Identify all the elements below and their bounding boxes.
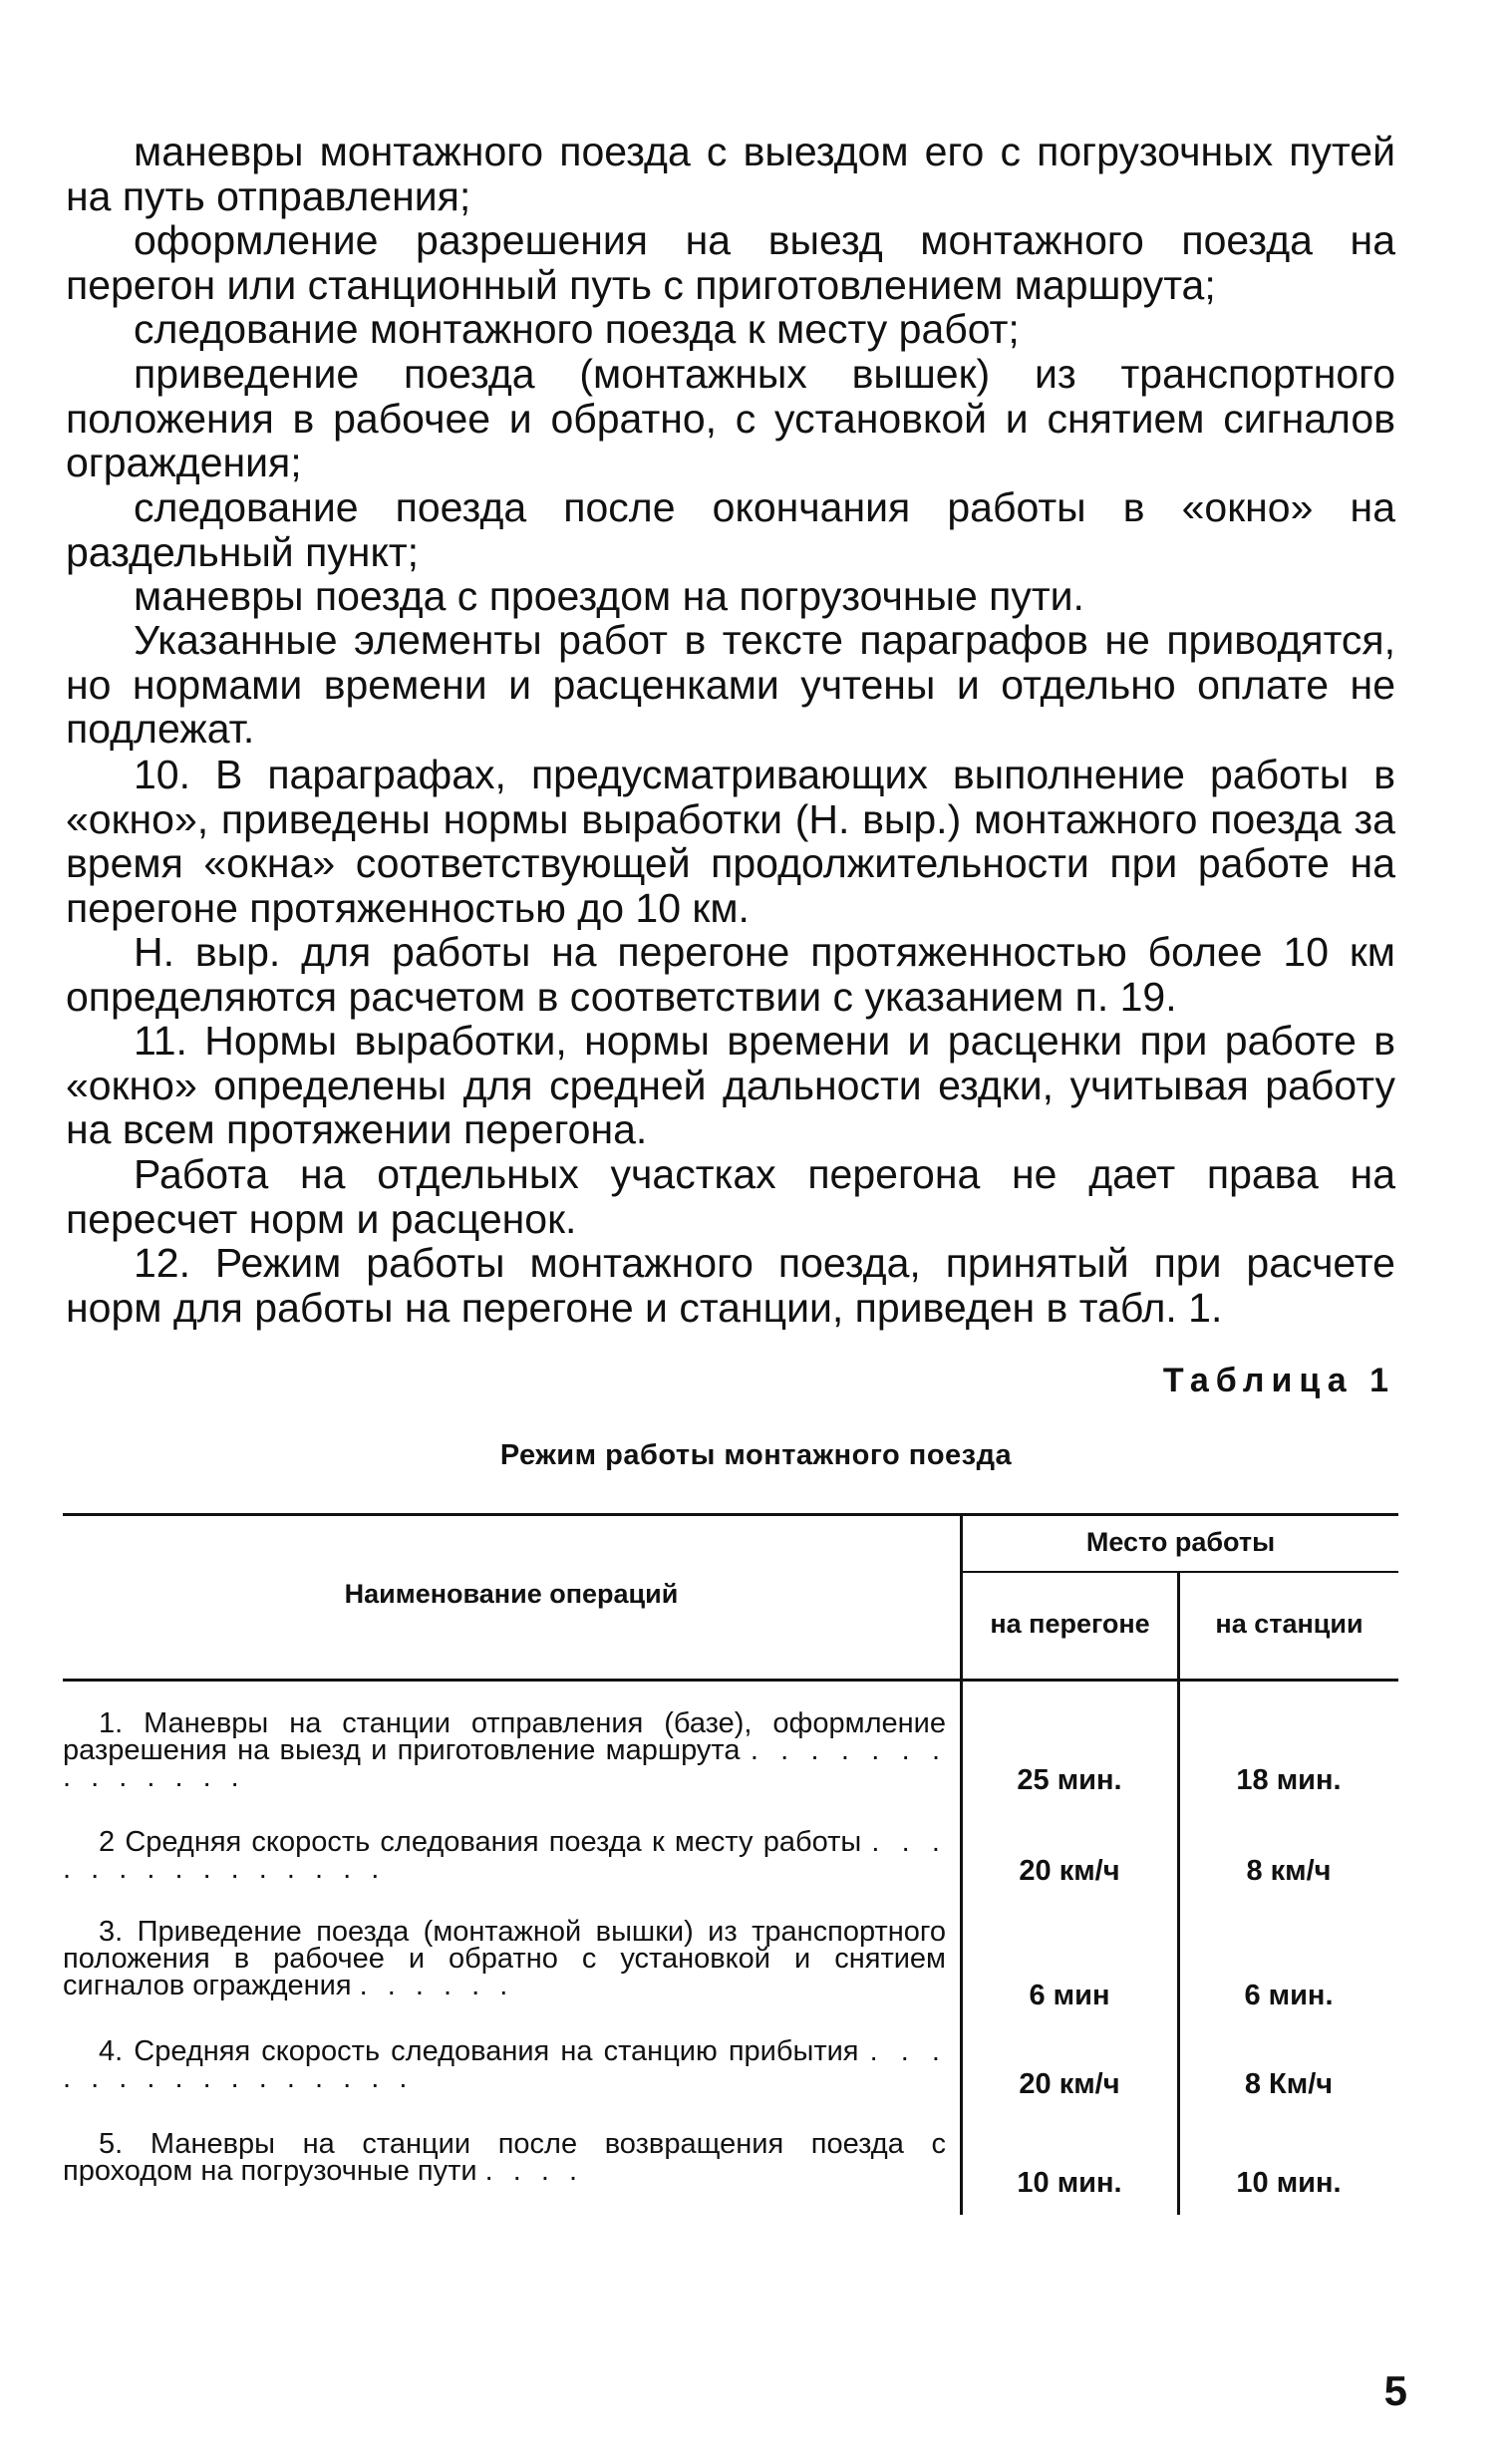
column-divider — [1177, 1571, 1180, 2215]
table-label: Таблица 1 — [1162, 1362, 1395, 1399]
page-number: 5 — [1383, 2367, 1407, 2414]
station-value: 8 Км/ч — [1244, 2068, 1334, 2100]
peregon-value: 20 км/ч — [1019, 1855, 1120, 1887]
station-value: 10 мин. — [1236, 2167, 1342, 2199]
peregon-value: 10 мин. — [1017, 2167, 1122, 2199]
header-bottom-rule — [63, 1679, 1398, 1682]
station-value: 8 км/ч — [1246, 1855, 1332, 1887]
station-value: 18 мин. — [1236, 1764, 1342, 1796]
paragraph: маневры монтажного поезда с выездом его с погрузочных путей на путь отправления; — [66, 129, 1395, 219]
paragraph: Указанные элементы работ в тексте параграфов не приводятся, но нормами времени и расценками учтены и отдельно оплате не подлежат. — [66, 617, 1395, 752]
paragraph: приведение поезда (монтажных вышек) из транспортного положения в рабочее и обратно, с установкой и снятием сигналов ограждения; — [66, 351, 1395, 485]
paragraph: 11. Нормы выработки, нормы времени и расценки при работе в «окно» определены для средней дальности ездки, учитывая работу на всем протяжении перегона. — [66, 1018, 1395, 1152]
peregon-value: 25 мин. — [1017, 1764, 1122, 1796]
paragraph: следование поезда после окончания работы в «окно» на раздельный пункт; — [66, 484, 1395, 575]
paragraph: маневры поезда с проездом на погрузочные пути. — [134, 573, 1084, 619]
peregon-value: 6 мин — [1029, 1980, 1110, 2011]
operation-cell: 5. Маневры на станции после возвращения поезда с проходом на погрузочные пути . . . . — [63, 2128, 946, 2187]
paragraph: Н. выр. для работы на перегоне протяженностью более 10 км определяются расчетом в соответствии с указанием п. 19. — [66, 929, 1395, 1020]
operation-cell: 1. Маневры на станции отправления (базе), оформление разрешения на выезд и приготовление маршрута . . . . . . . . . . . . . . — [63, 1707, 947, 1793]
operation-cell: 3. Приведение поезда (монтажной вышки) из транспортного положения в рабочее и обратно с установкой и снятием сигналов ограждения . . . . . . — [63, 1916, 946, 2001]
station-value: 6 мин. — [1244, 1980, 1334, 2011]
header-place: Место работы — [1085, 1527, 1276, 1557]
paragraph: оформление разрешения на выезд монтажного поезда на перегон или станционный путь с приготовлением маршрута; — [66, 217, 1395, 308]
header-station: на станции — [1215, 1609, 1363, 1639]
paragraph: 12. Режим работы монтажного поезда, принятый при расчете норм для работы на перегоне и станции, приведен в табл. 1. — [66, 1240, 1395, 1331]
peregon-value: 20 км/ч — [1019, 2068, 1120, 2100]
table-top-rule — [63, 1513, 1398, 1516]
paragraph: 10. В параграфах, предусматривающих выполнение работы в «окно», приведены нормы выработки (Н. выр.) монтажного поезда за время «окна» соответствующей продолжительности при работе на перегоне протяженностью до 10 км. — [66, 752, 1395, 931]
operation-cell: 2 Средняя скорость следования поезда к месту работы . . . . . . . . . . . . . . . — [63, 1826, 946, 1885]
paragraph: Работа на отдельных участках перегона не дает права на пересчет норм и расценок. — [66, 1151, 1395, 1242]
table-title: Режим работы монтажного поезда — [499, 1439, 1013, 1471]
subheader-rule — [962, 1571, 1398, 1573]
operations-table — [63, 1513, 1398, 2215]
paragraph: следование монтажного поезда к месту работ; — [134, 306, 1020, 352]
header-peregon: на перегоне — [990, 1609, 1150, 1639]
operation-cell: 4. Средняя скорость следования на станцию прибытия . . . . . . . . . . . . . . . . — [63, 2035, 946, 2094]
header-operations: Наименование операций — [344, 1579, 679, 1609]
